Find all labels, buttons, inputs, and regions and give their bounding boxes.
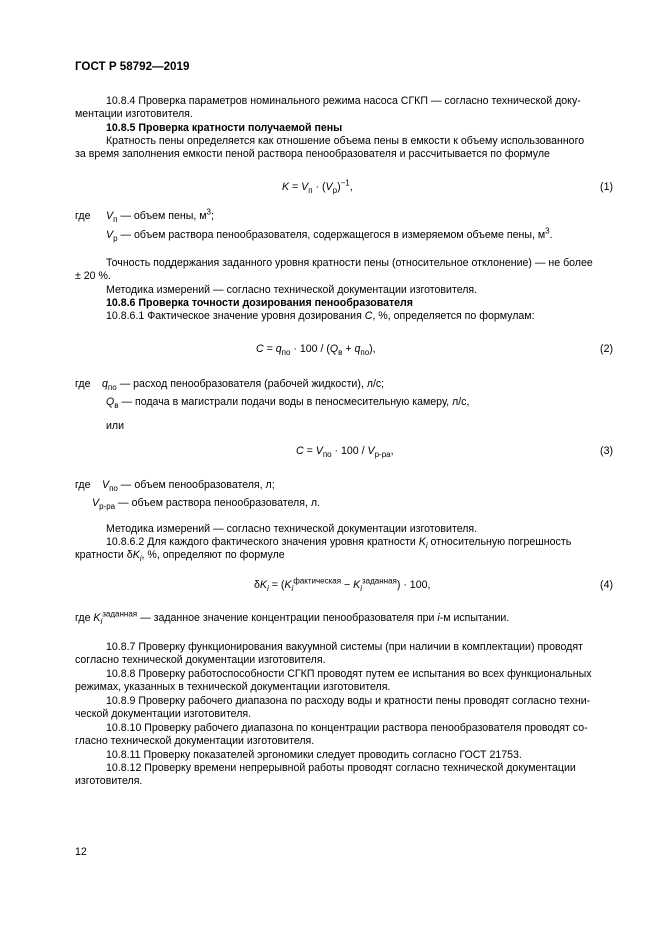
text-run: относительную погрешность (427, 536, 572, 548)
paragraph-10-8-8 (75, 668, 613, 695)
formula-var: K (282, 181, 290, 193)
definition-text: — объем пенообразователя, л; (117, 479, 275, 491)
formula-op: , (349, 181, 353, 193)
where-label: где (75, 479, 91, 491)
where-line-1 (106, 207, 214, 225)
equation-number-3: (3) (600, 445, 613, 457)
definition-text: — объем раствора пенообразователя, содержащегося в измеряемом объеме пены, м (117, 229, 546, 241)
paragraph-method-1 (75, 284, 613, 297)
paragraph-10-8-6-1 (75, 310, 613, 323)
definition-text: — объем раствора пенообразователя, л. (115, 497, 320, 509)
formula-var: K (132, 549, 140, 562)
paragraph-10-8-6-2 (75, 536, 613, 563)
paragraph-line: 10.8.7 Проверку функционирования вакуумной системы (при наличии в комплектации) проводят (106, 641, 583, 653)
definition-text: — подача в магистрали подачи воды в пеносмесительную камеру, л/с, (118, 396, 470, 408)
formula-var: V (315, 445, 323, 457)
paragraph-line: Кратность пены определяется как отношение объема пены в емкости к объему использованного (106, 135, 585, 147)
formula-op: ) · 100, (396, 579, 431, 591)
paragraph-accuracy (75, 257, 613, 284)
formula-var: C (256, 343, 264, 355)
equation-number-2: (2) (600, 343, 613, 355)
text-run: , %, определяют по формуле (141, 549, 285, 562)
paragraph-10-8-7 (75, 641, 613, 668)
where-line-1 (102, 378, 384, 391)
paragraph-line: 10.8.9 Проверку рабочего диапазона по расходу воды и кратности пены проводят согласно техни- (106, 695, 591, 707)
formula-var: i (437, 612, 440, 624)
where-label: где (75, 612, 94, 624)
formula-op: , (390, 445, 394, 457)
paragraph-line: Методика измерений — согласно технической документации изготовителя. (106, 284, 478, 296)
formula-1 (282, 178, 353, 196)
formula-op: · 100 / ( (290, 343, 330, 355)
formula-sup: заданная (362, 576, 397, 586)
paragraph-10-8-9 (75, 695, 613, 722)
formula-var: K (418, 536, 426, 548)
formula-var: K (93, 612, 101, 624)
formula-sup: 3 (206, 207, 211, 217)
formula-op: · 100 / (331, 445, 368, 457)
paragraph-line: гласно технической документации изготовителя. (75, 735, 315, 748)
where-label: где (75, 210, 91, 222)
paragraph-line: 10.8.10 Проверку рабочего диапазона по концентрации раствора пенообразователя проводят со- (106, 722, 588, 734)
formula-var: V (325, 181, 333, 193)
where-line-2 (92, 497, 320, 510)
formula-sub: р-ра (374, 450, 391, 460)
formula-sup: 3 (545, 226, 550, 236)
heading-text: 10.8.5 Проверка кратности получаемой пены (106, 122, 343, 134)
formula-3 (296, 445, 394, 458)
definition-text: . (549, 229, 553, 241)
formula-sub: i (100, 617, 103, 627)
formula-sub: i (291, 584, 294, 594)
formula-var: q (354, 343, 361, 355)
where-line (75, 609, 510, 627)
formula-sub: i (266, 584, 269, 594)
formula-var: q (102, 378, 108, 390)
paragraph-line: режимах, указанных в технической документации изготовителя. (75, 681, 391, 694)
definition-text: ; (210, 210, 214, 222)
text-run: , %, определяется по формулам: (372, 310, 535, 322)
paragraph-10-8-12 (75, 762, 613, 789)
paragraph-line: 10.8.4 Проверка параметров номинального режима насоса СГКП — согласно технической доку- (106, 95, 581, 107)
paragraph-10-8-10 (75, 722, 613, 749)
where-line-1 (102, 479, 275, 492)
paragraph-line: изготовителя. (75, 775, 143, 788)
where-line-2 (106, 226, 553, 244)
formula-var: K (259, 579, 267, 591)
text-run: 10.8.6.2 Для каждого фактического значения уровня кратности (106, 536, 419, 548)
formula-var: Q (329, 343, 339, 355)
section-heading-10-8-5 (75, 122, 613, 135)
formula-var: V (92, 497, 100, 509)
formula-op: ), (369, 343, 376, 355)
formula-var: V (106, 229, 114, 241)
formula-var: V (301, 181, 309, 193)
formula-sub: по (322, 450, 332, 460)
definition-text: — объем пены, м (117, 210, 207, 222)
paragraph-10-8-4 (75, 95, 613, 122)
equation-number-1: (1) (600, 181, 613, 193)
formula-var: K (284, 579, 292, 591)
formula-sub: по (107, 383, 117, 393)
formula-op: = (303, 445, 316, 457)
formula-var: q (275, 343, 282, 355)
formula-sub: i (139, 554, 142, 564)
formula-var: Q (106, 396, 115, 408)
formula-sub: р (113, 234, 118, 244)
formula-op: · ( (312, 181, 326, 193)
or-word: или (106, 420, 125, 432)
paragraph-line: Методика измерений — согласно технической документации изготовителя. (106, 523, 478, 535)
formula-2 (256, 343, 376, 356)
formula-var: V (367, 445, 375, 457)
formula-4 (254, 576, 431, 594)
paragraph-method-2 (75, 523, 613, 536)
formula-sub: п (308, 186, 313, 196)
formula-sup: заданная (102, 609, 138, 619)
formula-sup: фактическая (293, 576, 342, 586)
where-label: где (75, 378, 91, 390)
formula-var: C (364, 310, 373, 322)
heading-text: 10.8.6 Проверка точности дозирования пенообразователя (106, 297, 413, 309)
formula-op: = ( (268, 579, 285, 591)
paragraph-line: согласно технической документации изготовителя. (75, 654, 326, 667)
formula-op: = (289, 181, 302, 193)
document-title: ГОСТ Р 58792—2019 (75, 60, 190, 73)
paragraph-line (75, 536, 613, 549)
formula-var: V (106, 210, 114, 222)
page-number: 12 (75, 846, 87, 858)
paragraph-10-8-5 (75, 135, 613, 162)
formula-var: V (102, 479, 110, 491)
formula-op: − (341, 579, 354, 591)
formula-sub: р (332, 186, 338, 196)
formula-op: = (263, 343, 276, 355)
formula-op: δ (254, 579, 260, 591)
where-line-2 (106, 396, 469, 409)
paragraph-line: Точность поддержания заданного уровня кратности пены (относительное отклонение) — не более (106, 257, 593, 269)
paragraph-line: 10.8.11 Проверку показателей эргономики следует проводить согласно ГОСТ 21753. (106, 749, 522, 761)
paragraph-10-8-11 (75, 749, 613, 762)
paragraph-line: за время заполнения емкости пеной раствора пенообразователя и рассчитывается по формуле (75, 148, 550, 161)
paragraph-line: ческой документации изготовителя. (75, 708, 252, 721)
paragraph-line: 10.8.12 Проверку времени непрерывной работы проводят согласно технической документации (106, 762, 576, 774)
paragraph-line (75, 549, 613, 562)
formula-sub: в (338, 348, 343, 358)
paragraph-line: 10.8.8 Проверку работоспособности СГКП проводят путем ее испытания во всех функциональных (106, 668, 592, 680)
text-run: кратности δ (75, 549, 133, 562)
formula-var: C (296, 445, 304, 457)
formula-op: ) (337, 181, 341, 193)
paragraph-line: ментации изготовителя. (75, 108, 193, 121)
formula-sub: по (360, 348, 370, 358)
definition-text: — расход пенообразователя (рабочей жидкости), л/с; (116, 378, 385, 390)
formula-var: K (353, 579, 361, 591)
definition-text: — заданное значение концентрации пенообразователя при (137, 612, 438, 624)
definition-text: -м испытании. (439, 612, 510, 624)
paragraph-line: ± 20 %. (75, 270, 111, 283)
formula-sub: по (109, 484, 118, 494)
section-heading-10-8-6 (75, 297, 613, 310)
formula-sub: в (114, 401, 119, 411)
formula-sub: i (425, 541, 428, 551)
formula-sub: по (281, 348, 291, 358)
equation-number-4: (4) (600, 579, 613, 591)
paragraph-line (75, 310, 613, 323)
text-run: 10.8.6.1 Фактическое значение уровня дозирования (106, 310, 365, 322)
formula-sub: п (113, 215, 118, 225)
formula-sub: i (360, 584, 362, 594)
formula-sup: −1 (340, 178, 350, 188)
formula-op: + (342, 343, 355, 355)
formula-sub: р-ра (99, 502, 116, 512)
